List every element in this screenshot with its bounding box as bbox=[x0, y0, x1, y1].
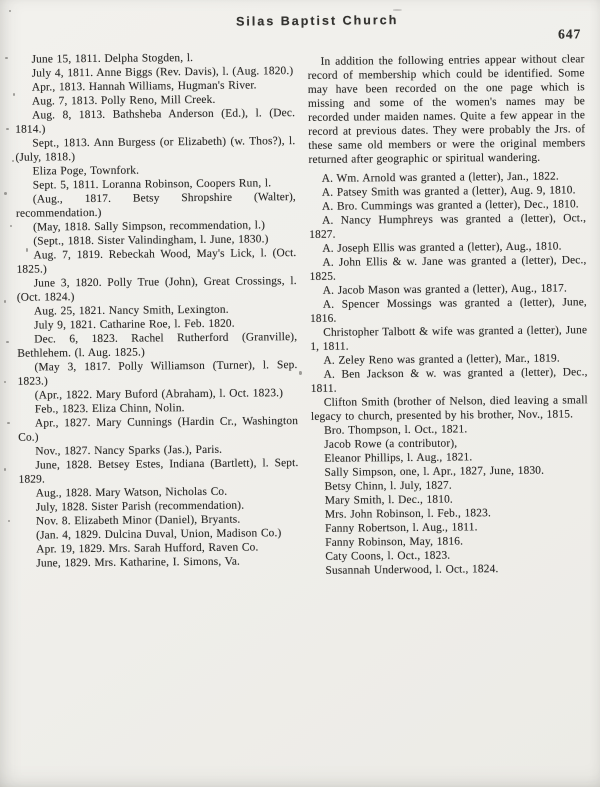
entry-line: Apr., 1813. Hannah Williams, Hugman's River. bbox=[31, 79, 257, 94]
smudge-artifact bbox=[393, 9, 402, 11]
entry-line: Mary Smith, l. Dec., 1810. bbox=[324, 493, 453, 507]
entry-line: Sally Simpson, one, l. Apr., 1827, June, 1830. bbox=[324, 464, 545, 479]
entry-line: June, 1829. Mrs. Katharine, I. Simons, Va. bbox=[36, 555, 241, 570]
entry-line: Aug. 7, 1819. Rebeckah Wood, May's Lick, l. (Oct. 1825.) bbox=[16, 247, 297, 276]
entry-line: A. Jacob Mason was granted a (letter), Aug., 1817. bbox=[322, 282, 567, 297]
scan-speck bbox=[13, 93, 15, 96]
entry-line: Susannah Underwood, l. Oct., 1824. bbox=[325, 563, 499, 577]
entry-line: Aug., 1828. Mary Watson, Nicholas Co. bbox=[35, 485, 228, 500]
right-column bbox=[307, 47, 591, 787]
scan-speck bbox=[7, 422, 10, 424]
scan-speck bbox=[6, 341, 9, 343]
entry-line: June, 1828. Betsey Estes, Indiana (Bartlett), l. Sept. 1829. bbox=[18, 457, 299, 486]
entry-line: A. John Ellis & w. Jane was granted a (letter), Dec., 1825. bbox=[309, 254, 587, 283]
scan-speck bbox=[4, 300, 6, 303]
intro-paragraph: In addition the following entries appear without clear record of membership which could be identified. Some may have been recorded on the one page which is missing and some of the women's names may be recorded under maiden names. Quite a few appear in the record at previous dates. They were probably the Jrs. of these same old members or were the original members returned after geographic or spiritual wandering. bbox=[307, 53, 586, 166]
entry-line: Jacob Rowe (a contributor), bbox=[324, 437, 458, 451]
entry-line: Feb., 1823. Eliza Chinn, Nolin. bbox=[34, 402, 185, 416]
entry-line: (Apr., 1822. Mary Buford (Abraham), l. Oct. 1823.) bbox=[34, 387, 284, 402]
entry-line: A. Wm. Arnold was granted a (letter), Jan., 1822. bbox=[321, 170, 559, 185]
entry-line: A. Nancy Humphreys was granted a (letter), Oct., 1827. bbox=[309, 212, 587, 241]
entry-line: Caty Coons, l. Oct., 1823. bbox=[325, 549, 451, 563]
entry-line: Nov., 1827. Nancy Sparks (Jas.), Paris. bbox=[35, 443, 223, 458]
content-columns bbox=[14, 47, 591, 787]
entry-line: (Aug., 1817. Betsy Shropshire (Walter), recommendation.) bbox=[15, 191, 296, 220]
entry-line: A. Zeley Reno was granted a (letter), Mar., 1819. bbox=[323, 352, 560, 367]
scan-speck bbox=[8, 520, 10, 522]
entry-line: Sept. 5, 1811. Loranna Robinson, Coopers Run, l. bbox=[32, 177, 272, 192]
page-number: 647 bbox=[557, 26, 582, 42]
entry-line: A. Bro. Cummings was granted a (letter), Dec., 1810. bbox=[321, 198, 579, 213]
entry-line: (May, 1818. Sally Simpson, recommendation, l.) bbox=[33, 219, 266, 234]
scan-speck bbox=[26, 248, 28, 252]
entry-line: July 9, 1821. Catharine Roe, l. Feb. 1820. bbox=[34, 317, 235, 332]
entry-line: Christopher Talbott & wife was granted a (letter), June 1, 1811. bbox=[310, 324, 588, 353]
entry-line: (Sept., 1818. Sister Valindingham, l. June, 1830.) bbox=[33, 233, 269, 248]
entry-line: A. Spencer Mossings was granted a (letter), June, 1816. bbox=[309, 296, 587, 325]
entry-line: June 3, 1820. Polly True (John), Great Crossings, l. (Oct. 1824.) bbox=[16, 275, 297, 304]
entry-line: Aug. 7, 1813. Polly Reno, Mill Creek. bbox=[31, 93, 216, 108]
entry-line: Fanny Robinson, May, 1816. bbox=[325, 535, 464, 549]
entry-line: Aug. 25, 1821. Nancy Smith, Lexington. bbox=[33, 303, 229, 318]
entry-line: Apr., 1827. Mary Cunnings (Hardin Cr., Washington Co.) bbox=[18, 415, 299, 444]
scan-speck bbox=[10, 225, 12, 227]
entry-line: Eleanor Phillips, l. Aug., 1821. bbox=[324, 451, 473, 465]
entry-line: Nov. 8. Elizabeth Minor (Daniel), Bryants. bbox=[35, 513, 241, 528]
entry-line: Sept., 1813. Ann Burgess (or Elizabeth) (w. Thos?), l. (July, 1818.) bbox=[15, 135, 296, 164]
entry-line: A. Patsey Smith was granted a (letter), Aug. 9, 1810. bbox=[321, 184, 576, 199]
entry-line: A. Joseph Ellis was granted a (letter), Aug., 1810. bbox=[322, 240, 562, 255]
entry-line: June 15, 1811. Delpha Stogden, l. bbox=[31, 52, 194, 66]
left-column bbox=[14, 50, 301, 787]
entry-line: Dec. 6, 1823. Rachel Rutherford (Granville), Bethlehem. (l. Aug. 1825.) bbox=[17, 331, 298, 360]
entry-line: (Jan. 4, 1829. Dulcina Duval, Union, Madison Co.) bbox=[36, 527, 282, 542]
entry-line: Apr. 19, 1829. Mrs. Sarah Hufford, Raven Co. bbox=[36, 541, 259, 556]
entry-line: Betsy Chinn, l. July, 1827. bbox=[324, 479, 452, 493]
entry-line: Aug. 8, 1813. Bathsheba Anderson (Ed.), l. (Dec. 1814.) bbox=[15, 107, 296, 136]
scan-speck bbox=[6, 128, 9, 130]
scan-speck bbox=[12, 160, 14, 162]
scan-speck bbox=[9, 10, 11, 12]
scan-speck bbox=[4, 192, 7, 195]
entry-line: Mrs. John Robinson, l. Feb., 1823. bbox=[324, 507, 491, 521]
entry-line: A. Ben Jackson & w. was granted a (letter), Dec., 1811. bbox=[310, 366, 588, 395]
entry-line: (May 3, 1817. Polly Williamson (Turner), l. Sep. 1823.) bbox=[17, 359, 298, 388]
entry-line: Bro. Thompson, l. Oct., 1821. bbox=[324, 423, 468, 437]
comma-artifact bbox=[299, 371, 302, 375]
entry-line: Eliza Poge, Townfork. bbox=[32, 164, 140, 178]
right-column-entries bbox=[309, 169, 590, 578]
scan-speck bbox=[4, 468, 6, 471]
entry-line: Fanny Robertson, l. Aug., 1811. bbox=[324, 521, 478, 535]
page-title: Silas Baptist Church bbox=[235, 13, 399, 29]
entry-line: Clifton Smith (brother of Nelson, died leaving a small legacy to church, presented by his brother, Nov., 1815. bbox=[310, 394, 588, 423]
entry-line: July 4, 1811. Anne Biggs (Rev. Davis), l. (Aug. 1820.) bbox=[31, 65, 294, 80]
scan-speck bbox=[4, 381, 6, 383]
entry-line: July, 1828. Sister Parish (recommendation). bbox=[35, 499, 245, 514]
scan-speck bbox=[5, 57, 8, 59]
